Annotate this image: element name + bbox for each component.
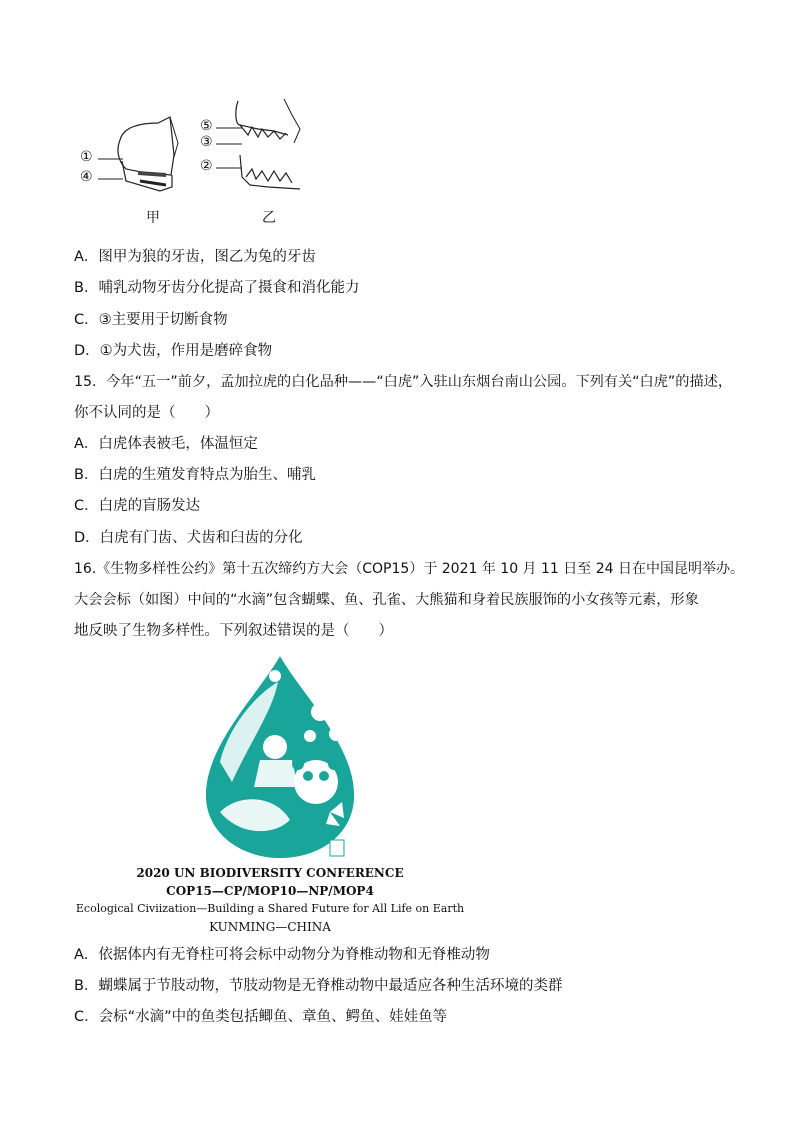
q16-stem-line3: 地反映了生物多样性。下列叙述错误的是（ ） — [74, 623, 393, 639]
q15-option-d: D．白虎有门齿、犬齿和臼齿的分化 — [74, 530, 303, 546]
marker-1: ① — [80, 149, 93, 165]
q15-option-b: B．白虎的生殖发育特点为胎生、哺乳 — [74, 467, 316, 483]
q14-option-c: C．③主要用于切断食物 — [74, 312, 228, 328]
marker-3: ③ — [200, 134, 213, 150]
teeth-figure — [78, 95, 318, 230]
logo-caption-3: Ecological Civiization—Building a Shared Future for All Life on Earth — [75, 902, 465, 915]
q15-option-a: A．白虎体表被毛，体温恒定 — [74, 436, 258, 452]
q14-option-d: D．①为犬齿，作用是磨碎食物 — [74, 343, 273, 359]
q15-option-c: C．白虎的盲肠发达 — [74, 498, 201, 514]
label-jia: 甲 — [146, 210, 160, 226]
q15-stem-line1: 15．今年“五一”前夕，孟加拉虎的白化品种——“白虎”入驻山东烟台南山公园。下列有关“白虎”的描述， — [74, 374, 733, 390]
label-yi: 乙 — [262, 210, 276, 226]
marker-4: ④ — [80, 169, 93, 185]
q16-stem-line2: 大会会标（如图）中间的“水滴”包含蝴蝶、鱼、孔雀、大熊猫和身着民族服饰的小女孩等元素，形象 — [74, 592, 699, 608]
logo-caption-1: 2020 UN BIODIVERSITY CONFERENCE — [136, 866, 404, 880]
cop15-logo — [180, 652, 380, 862]
logo-caption-2: COP15—CP/MOP10—NP/MOP4 — [166, 884, 374, 898]
q16-option-b: B．蝴蝶属于节肢动物，节肢动物是无脊椎动物中最适应各种生活环境的类群 — [74, 978, 563, 994]
q15-stem-line2: 你不认同的是（ ） — [74, 405, 219, 421]
q14-option-b: B．哺乳动物牙齿分化提高了摄食和消化能力 — [74, 280, 360, 296]
marker-5: ⑤ — [200, 118, 213, 134]
marker-2: ② — [200, 158, 213, 174]
teeth-diagram — [78, 95, 318, 230]
q16-option-a: A．依据体内有无脊柱可将会标中动物分为脊椎动物和无脊椎动物 — [74, 947, 490, 963]
q16-option-c: C．会标“水滴”中的鱼类包括鲫鱼、章鱼、鳄鱼、娃娃鱼等 — [74, 1009, 448, 1025]
logo-caption-4: KUNMING—CHINA — [209, 920, 331, 934]
q14-option-a: A．图甲为狼的牙齿，图乙为兔的牙齿 — [74, 249, 316, 265]
q16-stem-line1: 16.《生物多样性公约》第十五次缔约方大会（COP15）于 2021 年 10 月 11 日至 24 日在中国昆明举办。 — [74, 561, 744, 577]
water-drop-emblem — [180, 652, 380, 862]
